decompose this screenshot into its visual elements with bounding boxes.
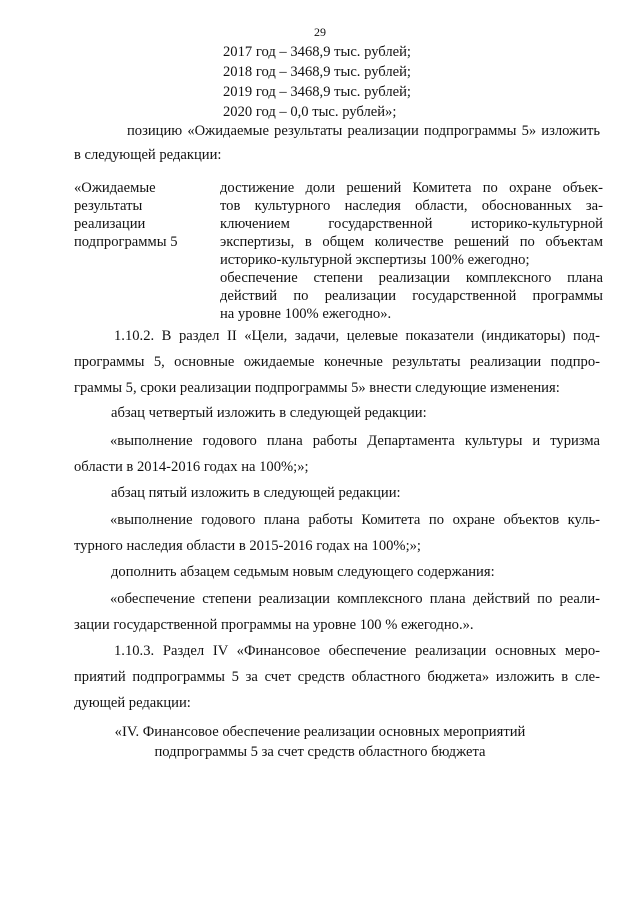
- table-right-line: действий по реализации государственной программы: [220, 288, 603, 304]
- heading-line: подпрограммы 5 за счет средств областного бюджета: [154, 744, 486, 760]
- heading-line: «IV. Финансовое обеспечение реализации основных мероприятий: [114, 724, 526, 740]
- paragraph-line: «обеспечение степени реализации комплексного плана действий по реали-: [110, 591, 600, 607]
- table-right-line: достижение доли решений Комитета по охране объек-: [220, 180, 603, 196]
- para7-intro: дополнить абзацем седьмым новым следующего содержания:: [111, 564, 495, 580]
- table-left-line: «Ожидаемые: [74, 180, 156, 196]
- paragraph-line: программы 5, основные ожидаемые конечные результаты реализации подпро-: [74, 354, 600, 370]
- table-right-line: ключением государственной историко-культурной: [220, 216, 603, 232]
- table-right-line: экспертизы, в общем количестве решений по объектам: [220, 234, 603, 250]
- paragraph-line: граммы 5, сроки реализации подпрограммы 5» внести следующие изменения:: [74, 380, 560, 396]
- funding-year-line: 2017 год – 3468,9 тыс. рублей;: [223, 44, 411, 60]
- paragraph-line: дующей редакции:: [74, 695, 191, 711]
- page-number: 29: [314, 25, 326, 39]
- paragraph-line: области в 2014-2016 годах на 100%;»;: [74, 459, 309, 475]
- funding-year-line: 2019 год – 3468,9 тыс. рублей;: [223, 84, 411, 100]
- paragraph-line: «выполнение годового плана работы Комитета по охране объектов куль-: [110, 512, 600, 528]
- paragraph-line: зации государственной программы на уровне 100 % ежегодно.».: [74, 617, 474, 633]
- funding-year-line: 2020 год – 0,0 тыс. рублей»;: [223, 104, 397, 120]
- para5-intro: абзац пятый изложить в следующей редакции:: [111, 485, 401, 501]
- table-right-line: историко-культурной экспертизы 100% ежегодно;: [220, 252, 530, 268]
- paragraph-line: приятий подпрограммы 5 за счет средств областного бюджета» изложить в сле-: [74, 669, 600, 685]
- table-right-line: на уровне 100% ежегодно».: [220, 306, 392, 322]
- funding-year-line: 2018 год – 3468,9 тыс. рублей;: [223, 64, 411, 80]
- paragraph-line: «выполнение годового плана работы Департамента культуры и туризма: [110, 433, 600, 449]
- paragraph-line: турного наследия области в 2015-2016 годах на 100%;»;: [74, 538, 421, 554]
- paragraph-line: в следующей редакции:: [74, 147, 222, 163]
- paragraph-line: 1.10.2. В раздел II «Цели, задачи, целевые показатели (индикаторы) под-: [114, 328, 600, 344]
- paragraph-line: 1.10.3. Раздел IV «Финансовое обеспечение реализации основных меро-: [114, 643, 600, 659]
- paragraph-line: позицию «Ожидаемые результаты реализации подпрограммы 5» изложить: [127, 123, 600, 139]
- table-left-line: подпрограммы 5: [74, 234, 178, 250]
- table-right-line: тов культурного наследия области, обоснованных за-: [220, 198, 603, 214]
- table-left-line: реализации: [74, 216, 146, 232]
- table-right-line: обеспечение степени реализации комплексного плана: [220, 270, 603, 286]
- para4-intro: абзац четвертый изложить в следующей редакции:: [111, 405, 427, 421]
- table-left-line: результаты: [74, 198, 143, 214]
